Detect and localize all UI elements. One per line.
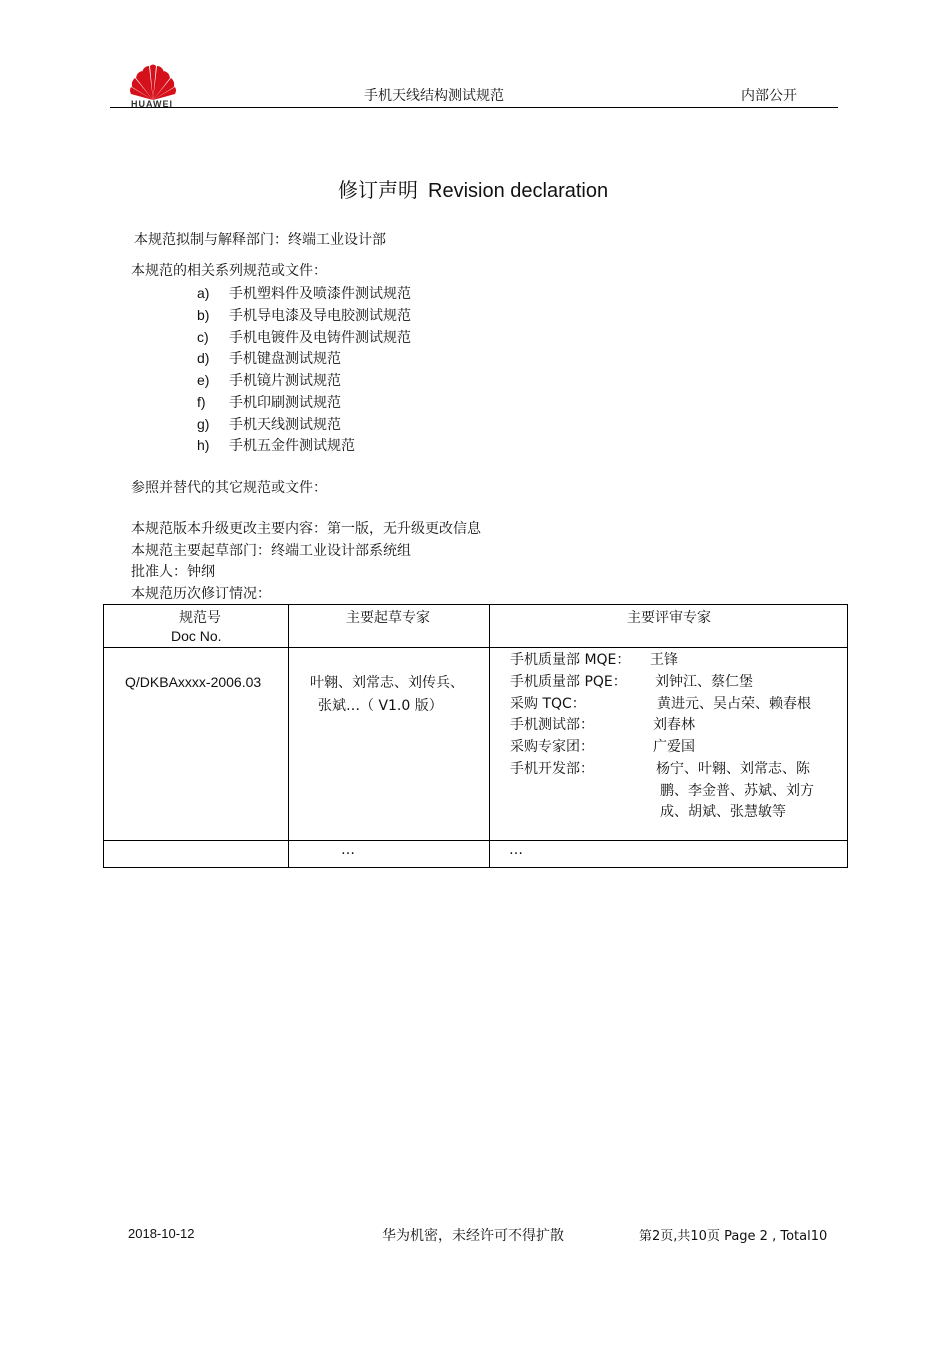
list-item bbox=[197, 414, 341, 434]
table-border bbox=[103, 604, 848, 605]
list-text: 手机印刷测试规范 bbox=[229, 395, 341, 411]
replaced-line: 参照并替代的其它规范或文件： bbox=[131, 480, 327, 496]
header-title: 手机天线结构测试规范 bbox=[364, 88, 504, 104]
table-border bbox=[103, 867, 848, 868]
page-title-en: Revision declaration bbox=[428, 180, 609, 202]
header-reviewers: 主要评审专家 bbox=[627, 610, 711, 626]
header-drafters: 主要起草专家 bbox=[346, 610, 430, 626]
reviewer-label: 手机测试部： bbox=[510, 717, 594, 733]
reviewer-label: 手机质量部 MQE： bbox=[510, 652, 631, 668]
reviewer-label: 手机质量部 PQE： bbox=[510, 674, 627, 690]
list-text: 手机镜片测试规范 bbox=[229, 373, 341, 389]
table-border bbox=[103, 840, 848, 841]
reviewer-value: 王锋 bbox=[650, 652, 678, 668]
approver-line: 批准人：钟纲 bbox=[131, 564, 215, 580]
reviewer-value: 广爱国 bbox=[653, 739, 695, 755]
list-marker: a) bbox=[197, 285, 210, 301]
list-marker: g) bbox=[197, 416, 210, 432]
header-divider bbox=[110, 107, 838, 108]
row2-drafters: … bbox=[341, 842, 355, 858]
list-text: 手机塑料件及喷漆件测试规范 bbox=[229, 286, 411, 302]
header-doc-no-cn: 规范号 bbox=[179, 610, 221, 626]
list-marker: e) bbox=[197, 372, 210, 388]
row1-drafters-line1: 叶翱、刘常志、刘传兵、 bbox=[310, 675, 464, 691]
table-border bbox=[288, 604, 289, 868]
reviewer-label: 采购专家团： bbox=[510, 739, 594, 755]
list-item bbox=[197, 327, 411, 347]
list-item bbox=[197, 348, 341, 368]
history-line: 本规范历次修订情况： bbox=[131, 586, 271, 602]
draft-dept-line: 本规范主要起草部门：终端工业设计部系统组 bbox=[131, 543, 411, 559]
list-text: 手机天线测试规范 bbox=[229, 417, 341, 433]
reviewer-value: 刘钟江、蔡仁堡 bbox=[655, 674, 753, 690]
list-item bbox=[197, 370, 341, 390]
reviewer-label: 手机开发部： bbox=[510, 761, 594, 777]
page-title-cn: 修订声明 bbox=[338, 178, 418, 202]
list-text: 手机电镀件及电铸件测试规范 bbox=[229, 330, 411, 346]
list-marker: c) bbox=[197, 329, 209, 345]
row2-reviewers: … bbox=[509, 842, 523, 858]
reviewer-value: 杨宁、叶翱、刘常志、陈 bbox=[656, 761, 810, 777]
table-border bbox=[489, 604, 490, 868]
table-border bbox=[847, 604, 848, 868]
row1-drafters-line2: 张斌…（ V1.0 版） bbox=[318, 698, 443, 714]
row1-doc-no: Q/DKBAxxxx-2006.03 bbox=[125, 674, 262, 690]
list-marker: h) bbox=[197, 437, 210, 453]
reviewer-value: 黄进元、吴占荣、赖春根 bbox=[657, 696, 811, 712]
related-intro: 本规范的相关系列规范或文件： bbox=[131, 263, 327, 279]
revision-table bbox=[103, 604, 848, 868]
footer-confidential: 华为机密，未经许可不得扩散 bbox=[382, 1228, 564, 1244]
page-title bbox=[338, 174, 608, 203]
reviewer-value-cont: 成、胡斌、张慧敏等 bbox=[660, 804, 786, 820]
list-item bbox=[197, 283, 411, 303]
reviewer-label: 采购 TQC： bbox=[510, 696, 586, 712]
list-marker: f) bbox=[197, 394, 206, 410]
table-border bbox=[103, 604, 104, 868]
list-text: 手机五金件测试规范 bbox=[229, 438, 355, 454]
list-marker: d) bbox=[197, 350, 210, 366]
reviewer-value-cont: 鹏、李金普、苏斌、刘方 bbox=[660, 783, 814, 799]
footer-date: 2018-10-12 bbox=[128, 1226, 195, 1241]
table-border bbox=[103, 647, 848, 648]
list-item bbox=[197, 305, 411, 325]
logo-text: HUAWEI bbox=[131, 99, 173, 107]
reviewer-value: 刘春林 bbox=[653, 717, 695, 733]
list-text: 手机键盘测试规范 bbox=[229, 351, 341, 367]
footer-page-number: 第2页,共10页 Page 2 , Total10 bbox=[639, 1229, 828, 1244]
header-doc-no-en: Doc No. bbox=[171, 628, 222, 644]
version-line: 本规范版本升级更改主要内容：第一版，无升级更改信息 bbox=[131, 521, 481, 537]
header-classification: 内部公开 bbox=[741, 88, 797, 104]
list-marker: b) bbox=[197, 307, 210, 323]
list-item bbox=[197, 392, 341, 412]
dept-line: 本规范拟制与解释部门：终端工业设计部 bbox=[134, 232, 386, 248]
list-item bbox=[197, 435, 355, 455]
list-text: 手机导电漆及导电胶测试规范 bbox=[229, 308, 411, 324]
